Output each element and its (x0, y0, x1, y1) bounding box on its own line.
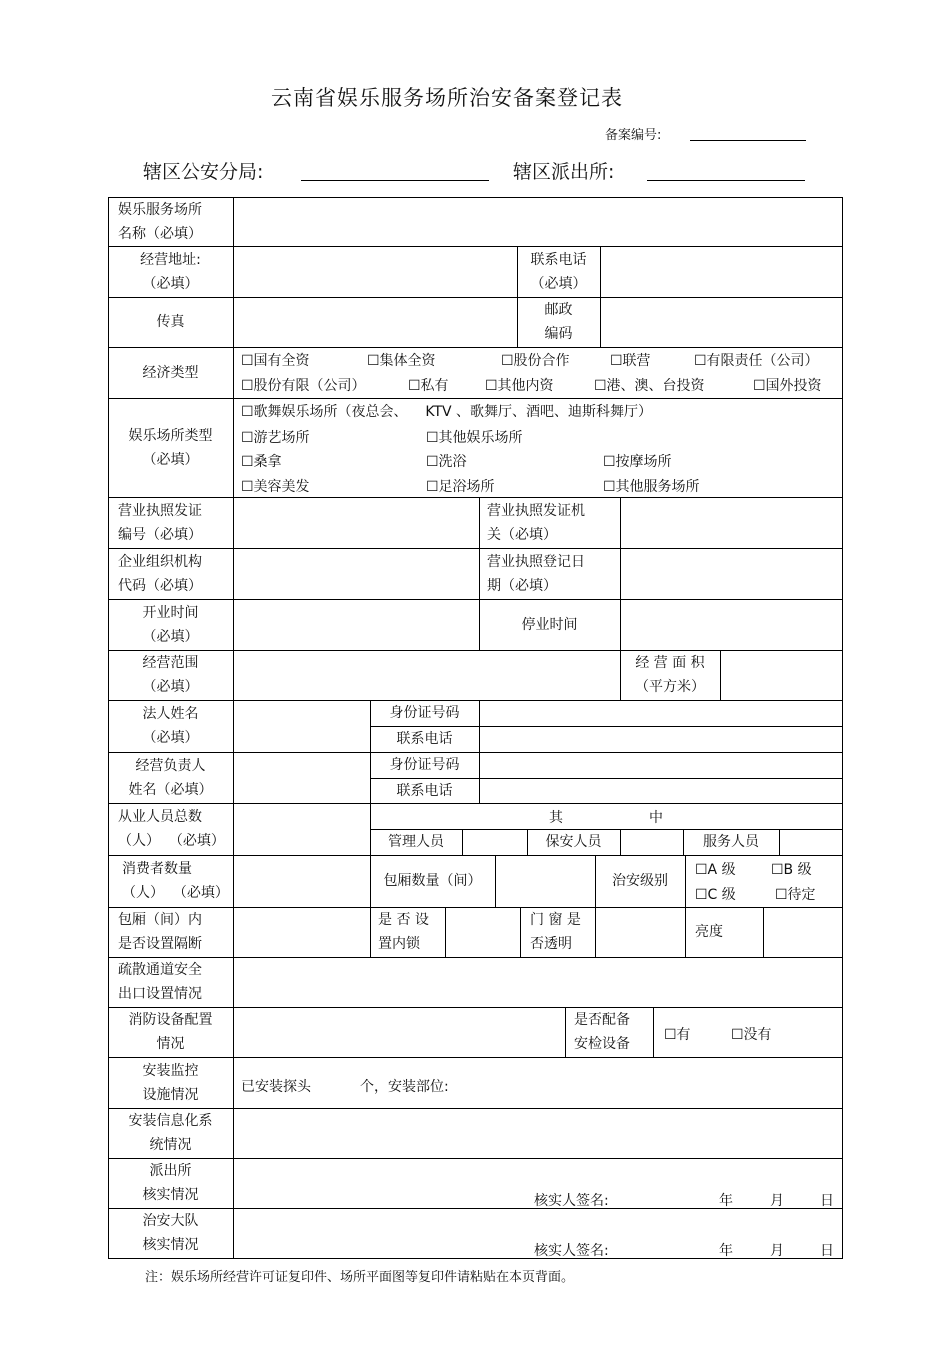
venue-option-massage[interactable]: ☐按摩场所 (603, 454, 672, 470)
station-label: 辖区派出所: (513, 161, 615, 183)
address-label: 经营地址: （必填） (140, 251, 201, 292)
among-label-1: 其 (549, 810, 563, 826)
manager-id-label: 身份证号码 (389, 757, 460, 773)
economy-option-joint-stock[interactable]: ☐股份有限（公司） (241, 378, 366, 394)
economy-option-private[interactable]: ☐私有 (408, 378, 449, 394)
economy-option-shareholding-coop[interactable]: ☐股份合作 (501, 353, 570, 369)
license-date-label: 营业执照登记日 期（必填） (487, 553, 585, 594)
mgmt-staff-label: 管理人员 (388, 834, 444, 850)
open-time-label: 开业时间 （必填） (142, 604, 199, 645)
economy-option-limited[interactable]: ☐有限责任（公司） (694, 353, 819, 369)
legal-id-label: 身份证号码 (389, 705, 460, 721)
brigade-verify-label: 治安大队 核实情况 (142, 1213, 199, 1253)
station-verify-label: 派出所 核实情况 (142, 1163, 199, 1203)
evacuation-label: 疏散通道安全 出口设置情况 (118, 962, 202, 1002)
area-label: 经 营 面 积 （平方米） (635, 655, 705, 695)
station-day-label: 日 (820, 1193, 834, 1209)
consumers-label: 消费者数量 （人） （必填） (122, 861, 229, 901)
venue-option-beauty[interactable]: ☐美容美发 (241, 479, 310, 495)
branch-label: 辖区公安分局: (143, 161, 264, 183)
venue-option-other-service[interactable]: ☐其他服务场所 (603, 479, 700, 495)
economy-option-hk-macao-tw[interactable]: ☐港、澳、台投资 (594, 378, 705, 394)
page-title: 云南省娱乐服务场所治安备案登记表 (271, 86, 623, 110)
inspection-option-yes[interactable]: ☐有 (664, 1027, 691, 1043)
brigade-day-label: 日 (820, 1243, 834, 1259)
level-option-c[interactable]: ☐C 级 (695, 887, 736, 903)
level-option-a[interactable]: ☐A 级 (695, 862, 736, 878)
close-time-label: 停业时间 (521, 616, 578, 633)
station-field[interactable] (647, 180, 805, 181)
venue-option-other-entertainment[interactable]: ☐其他娱乐场所 (426, 430, 523, 446)
org-code-label: 企业组织机构 代码（必填） (118, 553, 202, 594)
rooms-label: 包厢数量（间） (383, 873, 482, 889)
brightness-label: 亮度 (695, 924, 723, 940)
venue-name-label: 娱乐服务场所 名称（必填） (118, 201, 202, 242)
manager-name-label: 经营负责人 姓名（必填） (128, 757, 213, 798)
brigade-signer-label: 核实人签名: (534, 1243, 609, 1259)
venue-option-bath[interactable]: ☐洗浴 (426, 454, 467, 470)
economy-type-label: 经济类型 (142, 364, 199, 381)
station-signer-label: 核实人签名: (534, 1193, 609, 1209)
brigade-month-label: 月 (770, 1243, 784, 1259)
footnote: 注：娱乐场所经营许可证复印件、场所平面图等复印件请粘贴在本页背面。 (145, 1270, 575, 1285)
record-no-field[interactable] (690, 140, 806, 141)
inspection-option-no[interactable]: ☐没有 (731, 1027, 772, 1043)
legal-contact-label: 联系电话 (396, 731, 453, 747)
info-sys-label: 安装信息化系 统情况 (128, 1113, 213, 1153)
economy-option-foreign[interactable]: ☐国外投资 (753, 378, 822, 394)
economy-option-other-domestic[interactable]: ☐其他内资 (485, 378, 554, 394)
fax-label: 传真 (156, 314, 185, 330)
phone-label: 联系电话 （必填） (530, 251, 587, 292)
level-option-b[interactable]: ☐B 级 (771, 862, 812, 878)
monitor-text: 已安装探头 个，安装部位: (241, 1079, 449, 1095)
economy-option-collective[interactable]: ☐集体全资 (367, 353, 436, 369)
venue-option-arcade[interactable]: ☐游艺场所 (241, 430, 310, 446)
level-option-pending[interactable]: ☐待定 (775, 887, 816, 903)
window-label: 门 窗 是 否透明 (530, 912, 581, 952)
brigade-year-label: 年 (719, 1243, 733, 1259)
postcode-label: 邮政 编码 (544, 302, 573, 342)
legal-name-label: 法人姓名 （必填） (142, 706, 199, 746)
license-authority-label: 营业执照发证机 关（必填） (487, 502, 585, 543)
station-month-label: 月 (770, 1193, 784, 1209)
venue-option-sauna[interactable]: ☐桑拿 (241, 454, 282, 470)
station-year-label: 年 (719, 1193, 733, 1209)
economy-option-state[interactable]: ☐国有全资 (241, 353, 310, 369)
license-no-label: 营业执照发证 编号（必填） (118, 502, 202, 543)
venue-option-foot-bath[interactable]: ☐足浴场所 (426, 479, 495, 495)
venue-option-song-dance[interactable]: ☐歌舞娱乐场所（夜总会、 KTV 、歌舞厅、酒吧、迪斯科舞厅） (241, 404, 653, 420)
staff-total-label: 从业人员总数 （人） （必填） (118, 809, 225, 849)
scope-label: 经营范围 （必填） (142, 655, 199, 695)
service-staff-label: 服务人员 (703, 834, 759, 850)
manager-contact-label: 联系电话 (396, 782, 453, 799)
fire-label: 消防设备配置 情况 (128, 1012, 213, 1052)
economy-option-joint[interactable]: ☐联营 (610, 353, 651, 369)
among-label-2: 中 (649, 810, 663, 826)
record-no-label: 备案编号: (605, 128, 662, 143)
branch-field[interactable] (301, 180, 489, 181)
monitor-label: 安装监控 设施情况 (142, 1062, 199, 1103)
security-staff-label: 保安人员 (545, 834, 602, 850)
venue-type-label: 娱乐场所类型 （必填） (128, 427, 213, 468)
partition-label: 包厢（间）内 是否设置隔断 (118, 912, 202, 952)
security-level-label: 治安级别 (612, 873, 668, 889)
lock-label: 是 否 设 置内锁 (378, 912, 429, 952)
inspection-label: 是否配备 安检设备 (574, 1012, 630, 1052)
